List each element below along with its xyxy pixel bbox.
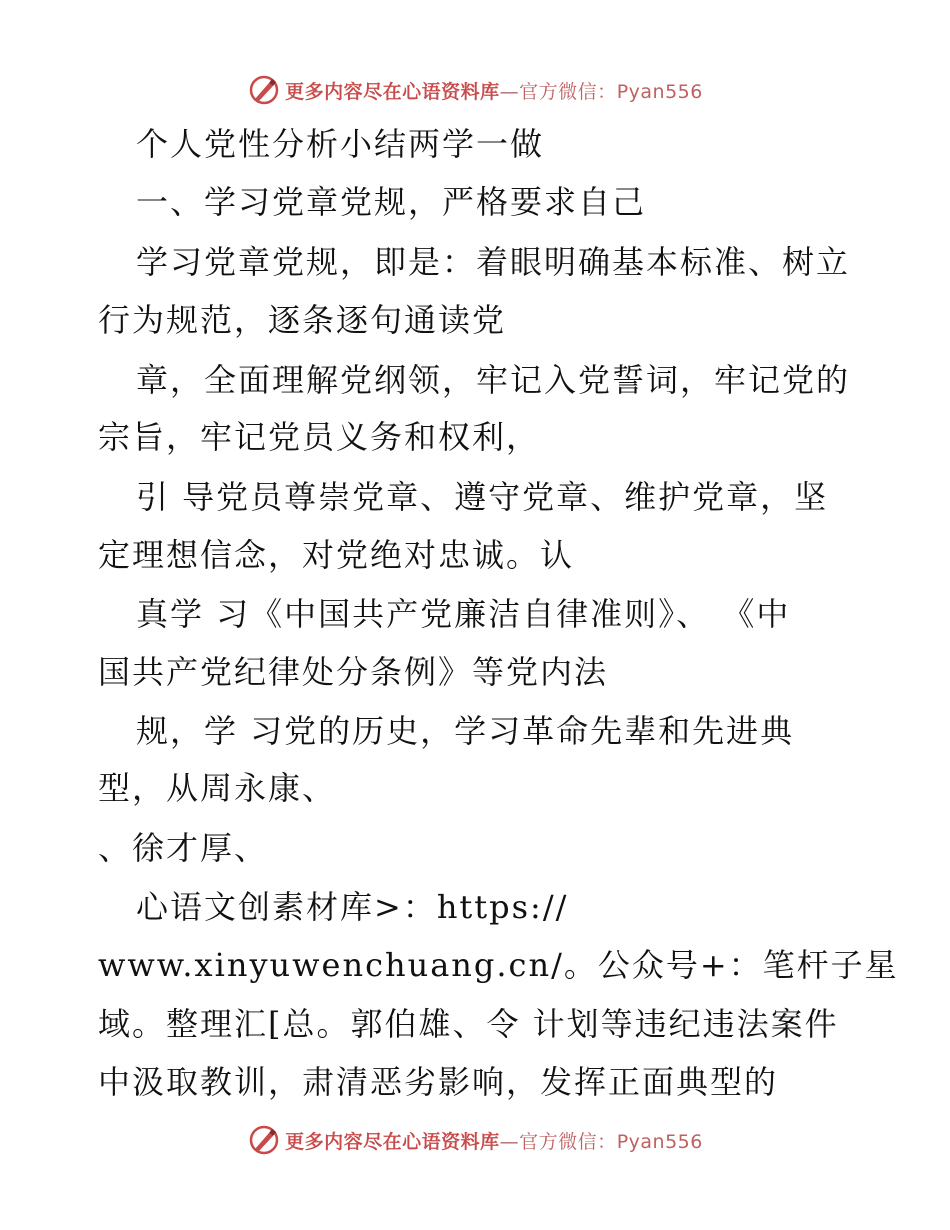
paragraph-line: 行为规范，逐条逐句通读党	[98, 301, 507, 339]
paragraph-line: 真学 习《中国共产党廉洁自律准则》、 《中	[136, 595, 791, 633]
paragraph-line: 定理想信念，对党绝对忠诚。认	[98, 536, 575, 574]
footer-banner-dash: —	[499, 1130, 520, 1153]
paragraph-line: 规，学 习党的历史，学习革命先辈和先进典	[136, 712, 795, 750]
paragraph-line: www.xinyuwenchuang.cn/。公众号+：笔杆子星	[98, 946, 899, 984]
paragraph-line: 域。整理汇[总。郭伯雄、令 计划等违纪违法案件	[98, 1005, 839, 1043]
pen-circle-logo-icon	[247, 73, 281, 107]
footer-banner-main: 更多内容尽在心语资料库	[285, 1130, 500, 1153]
header-banner-dash: —	[499, 80, 520, 103]
footer-banner-text	[285, 1127, 703, 1154]
header-banner-tail: 官方微信：	[519, 80, 617, 103]
paragraph-line: 宗旨，牢记党员义务和权利，	[98, 418, 541, 456]
header-banner	[0, 70, 950, 110]
paragraph-line: 学习党章党规，即是：着眼明确基本标准、树立	[136, 243, 851, 281]
header-banner-content	[247, 73, 703, 107]
section-heading: 一、学习党章党规，严格要求自己	[136, 183, 647, 221]
paragraph-line: 中汲取教训，肃清恶劣影响，发挥正面典型的	[98, 1063, 779, 1101]
paragraph-line: 、徐才厚、	[98, 829, 269, 867]
header-banner-text	[285, 77, 703, 104]
pen-circle-logo-icon	[247, 1123, 281, 1157]
paragraph-line: 型，从周永康、	[98, 769, 337, 807]
footer-banner-content	[247, 1123, 703, 1157]
paragraph-line: 心语文创素材库>：https://	[136, 888, 569, 926]
header-banner-main: 更多内容尽在心语资料库	[285, 80, 500, 103]
document-title: 个人党性分析小结两学一做	[136, 125, 545, 163]
paragraph-line: 引 导党员尊崇党章、遵守党章、维护党章，坚	[136, 478, 829, 516]
header-banner-id: Pyan556	[616, 80, 703, 103]
footer-banner-id: Pyan556	[616, 1130, 703, 1153]
paragraph-line: 章，全面理解党纲领，牢记入党誓词，牢记党的	[136, 361, 851, 399]
footer-banner	[0, 1120, 950, 1160]
paragraph-line: 国共产党纪律处分条例》等党内法	[98, 653, 609, 691]
footer-banner-tail: 官方微信：	[519, 1130, 617, 1153]
